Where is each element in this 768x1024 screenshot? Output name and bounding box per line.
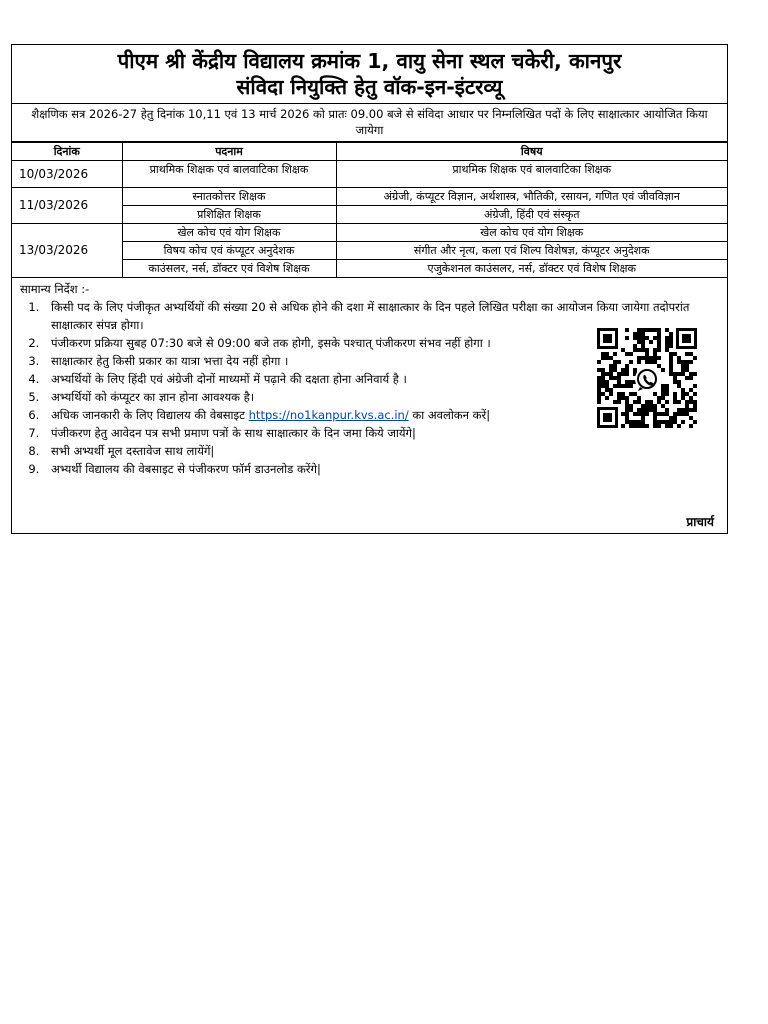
instruction-item: 4. अभ्यर्थियों के लिए हिंदी एवं अंग्रेजी दोनों माध्यमों में पढ़ाने की दक्षता होना अनिवार्य है । [43,370,719,388]
post-cell: प्रशिक्षित शिक्षक [122,206,336,224]
school-name-title: पीएम श्री केंद्रीय विद्यालय क्रमांक 1, वायु सेना स्थल चकेरी, कानपुर [117,49,622,73]
subject-cell: अंग्रेजी, हिंदी एवं संस्कृत [336,206,727,224]
qr-code-icon[interactable] [584,326,710,432]
schedule-table [12,142,727,278]
walk-in-interview-title: संविदा नियुक्ति हेतु वॉक-इन-इंटरव्यू [236,75,503,99]
notice-box [11,44,728,534]
instruction-item: 5. अभ्यर्थियों को कंप्यूटर का ज्ञान होना आवश्यक है। [43,388,719,406]
date-cell: 10/03/2026 [12,161,122,188]
post-cell: काउंसलर, नर्स, डॉक्टर एवं विशेष शिक्षक [122,260,336,278]
principal-signature: प्राचार्य [686,515,714,529]
table-row [12,161,727,188]
qr-finder-bottom-left [597,407,618,428]
qr-code-graphic [584,326,710,432]
qr-finder-top-left [597,328,618,349]
post-cell: खेल कोच एवं योग शिक्षक [122,224,336,242]
post-cell: विषय कोच एवं कंप्यूटर अनुदेशक [122,242,336,260]
subject-cell: खेल कोच एवं योग शिक्षक [336,224,727,242]
header-subject: विषय [336,143,727,161]
website-prefix: अधिक जानकारी के लिए विद्यालय की वेबसाइट [51,408,249,422]
instruction-item: 3. साक्षात्कार हेतु किसी प्रकार का यात्रा भत्ता देय नहीं होगा । [43,352,719,370]
subject-cell: एजुकेशनल काउंसलर, नर्स, डॉक्टर एवं विशेष शिक्षक [336,260,727,278]
post-cell: स्नातकोत्तर शिक्षक [122,188,336,206]
instruction-item: 2. पंजीकरण प्रक्रिया सुबह 07:30 बजे से 09:00 बजे तक होगी, इसके पश्चात् पंजीकरण संभव नहीं होगा । [43,334,719,352]
intro-text: शैक्षणिक सत्र 2026-27 हेतु दिनांक 10,11 एवं 13 मार्च 2026 को प्रातः 09.00 बजे से संविदा आधार पर निम्नलिखित पदों के लिए साक्षात्कार आयोजित किया जायेगा [12,104,727,142]
school-website-link[interactable]: https://no1kanpur.kvs.ac.in/ [248,408,409,422]
website-suffix: का अवलोकन करें| [408,408,491,422]
subject-cell: संगीत और नृत्य, कला एवं शिल्प विशेषज्ञ, कंप्यूटर अनुदेशक [336,242,727,260]
instruction-item: 7. पंजीकरण हेतु आवेदन पत्र सभी प्रमाण पत्रों के साथ साक्षात्कार के दिन जमा किये जायेंगे| [43,424,719,442]
instruction-item: 1. किसी पद के लिए पंजीकृत अभ्यर्थियों की संख्या 20 से अधिक होने की दशा में साक्षात्कार के दिन पहले लिखित परीक्षा का आयोजन किया जायेगा तदोपरांत साक्षात्कार संपन्न होगा। [43,298,719,334]
header-date: दिनांक [12,143,122,161]
instruction-item: 9. अभ्यर्थी विद्यालय की वेबसाइट से पंजीकरण फॉर्म डाउनलोड करेंगे| [43,460,719,478]
instructions-heading: सामान्य निर्देश :- [20,282,90,296]
whatsapp-icon [635,367,659,391]
qr-finder-top-right [676,328,697,349]
table-row [12,224,727,242]
instruction-item: 8. सभी अभ्यर्थी मूल दस्तावेज साथ लायेंगें| [43,442,719,460]
date-cell: 11/03/2026 [12,188,122,224]
table-header-row [12,143,727,161]
title-block [12,45,727,104]
header-post: पदनाम [122,143,336,161]
subject-cell: प्राथमिक शिक्षक एवं बालवाटिका शिक्षक [336,161,727,188]
date-cell: 13/03/2026 [12,224,122,278]
subject-cell: अंग्रेजी, कंप्यूटर विज्ञान, अर्थशास्त्र, भौतिकी, रसायन, गणित एवं जीवविज्ञान [336,188,727,206]
table-row [12,188,727,206]
post-cell: प्राथमिक शिक्षक एवं बालवाटिका शिक्षक [122,161,336,188]
